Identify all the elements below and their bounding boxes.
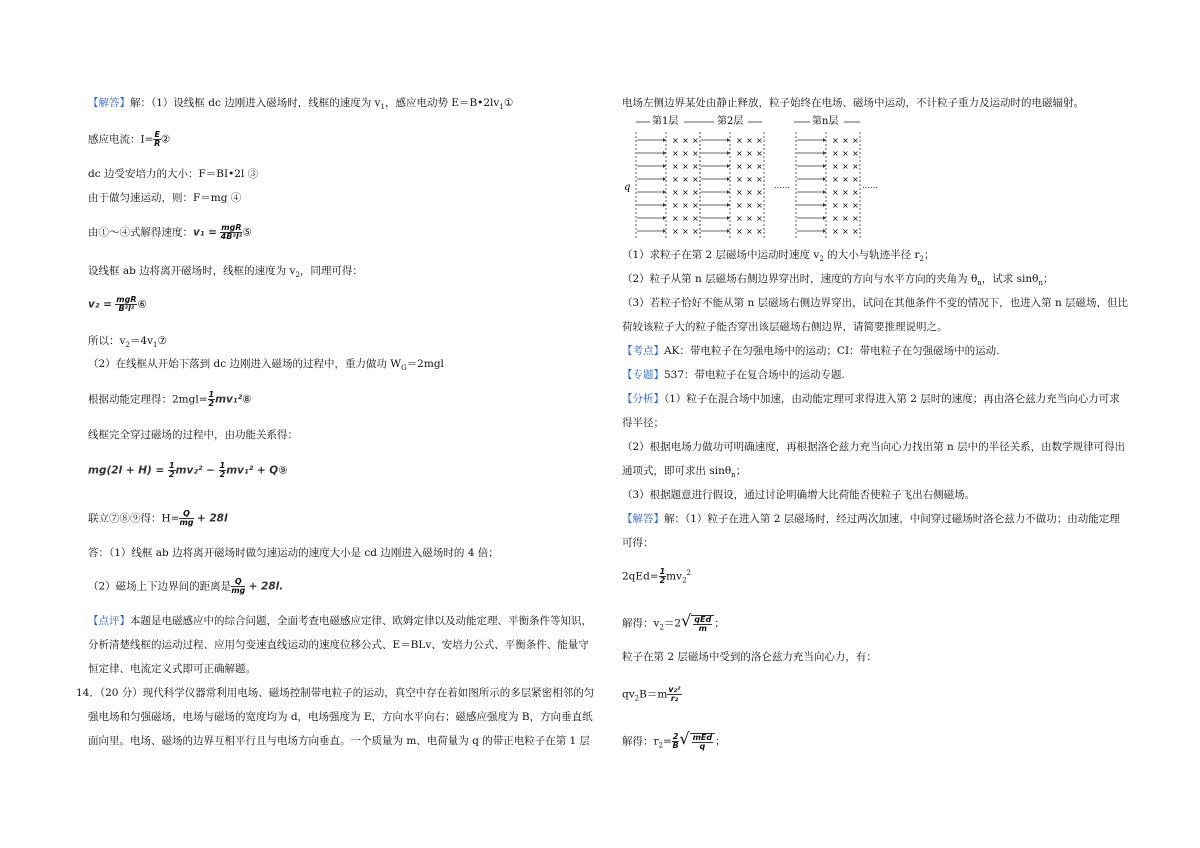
cross-mark: × [842,201,849,210]
layer1-label: 第1层 [652,116,679,127]
fraction: $\frac{1}{2}$ [659,567,666,585]
arrow-head [727,190,730,194]
arrow-head [823,151,826,155]
solution-line: 【考点】AK：带电粒子在匀强电场中的运动；CI：带电粒子在匀强磁场中的运动. [622,345,1000,357]
cross-mark: × [746,136,753,145]
solution-line: 由①～④式解得速度：v₁ = $\frac{\text{mgR}}{\text{4B²l²}}$ ⑤ [88,223,252,241]
layer2-label: 第2层 [717,116,744,127]
arrow-head [823,203,826,207]
cross-mark: × [756,149,763,158]
fraction: $\frac{\text{mgR}}{\text{4B²l²}}$ [220,223,243,241]
cross-mark: × [736,227,743,236]
arrow-head [663,138,666,142]
solution-line: 线框完全穿过磁场的过程中，由功能关系得： [88,429,298,441]
cross-mark: × [756,162,763,171]
solution-line: （2）在线框从开始下落到 dc 边刚进入磁场的过程中，重力做功 $W_G=2mgl$ [88,358,444,373]
ellipsis: …… [862,181,878,190]
solution-line: 粒子在第 2 层磁场中受到的洛仑兹力充当向心力，有： [622,651,877,663]
solution-line: 可得： [622,537,654,549]
arrow-head [823,164,826,168]
layern-label: 第n层 [812,116,839,127]
field-layers [636,132,860,238]
question-line: 强电场和匀强磁场，电场与磁场的宽度均为 d，电场强度为 E，方向水平向右；磁感应强度为 B，方向垂直纸 [88,711,593,723]
cross-mark: × [672,188,679,197]
cross-mark: × [746,188,753,197]
cross-mark: × [736,136,743,145]
cross-mark: × [756,214,763,223]
arrow-head [727,151,730,155]
solution-line: 解得：$r_2=$ $\frac{2}{B}$ √ $\frac{\text{mEd}}{q}$ ； [622,729,726,751]
fraction: $\frac{\text{v₂²}}{\text{r₂}}$ [668,685,681,703]
arrow-head [823,190,826,194]
fraction: $\frac{\text{mgR}}{\text{B²l²}}$ [116,295,137,313]
question-line: （1）求粒子在第 2 层磁场中运动时速度 $v_2$ 的大小与轨迹半径 $r_2$； [622,249,935,264]
solution-line: （2）根据电场力做功可明确速度，再根据洛仑兹力充当向心力找出第 n 层中的半径关系，由数学规律可得出 [622,441,1126,453]
cross-mark: × [672,149,679,158]
cross-mark: × [682,162,689,171]
layers-diagram [622,112,878,242]
cross-mark: × [756,201,763,210]
solution-line: 通项式，即可求出 sinθ$_n$； [622,465,747,480]
fraction: $\frac{1}{2}$ [168,461,175,479]
solution-line: 答：（1）线框 ab 边将离开磁场时做匀速运动的速度大小是 cd 边刚进入磁场时的 4 倍； [88,547,499,559]
solution-line: 得半径； [622,417,664,429]
arrow-head [663,216,666,220]
cross-mark: × [692,149,699,158]
cross-mark: × [852,201,859,210]
solution-line: mg(2l + H) = $\frac{1}{2}$ mv₂² − $\frac{1}{2}$ mv₁² + Q⑨ [88,461,288,479]
solution-line: （2）磁场上下边界间的距离是 $\frac{Q}{mg}$ + 28l. [88,577,284,595]
fraction: $\frac{1}{2}$ [208,390,215,408]
cross-mark: × [672,214,679,223]
arrow-head [663,164,666,168]
cross-mark: × [682,188,689,197]
cross-mark: × [842,175,849,184]
cross-mark: × [832,214,839,223]
question-line: 面向里。电场、磁场的边界互相平行且与电场方向垂直。一个质量为 m、电荷量为 q 的带正电粒子在第 1 层 [88,735,591,747]
cross-mark: × [852,149,859,158]
cross-mark: × [692,227,699,236]
solution-line: 设线框 ab 边将离开磁场时，线框的速度为 $v_2$，同理可得： [88,265,363,280]
square-root: √ $\frac{\text{qEd}}{m}$ [681,614,714,633]
cross-mark: × [682,149,689,158]
cross-mark: × [682,175,689,184]
solution-line: 联立⑦⑧⑨得：H= $\frac{Q}{mg}$ + 28l [88,509,228,527]
ellipsis: …… [774,181,790,190]
cross-mark: × [832,227,839,236]
arrow-head [823,229,826,233]
comment-tag: 【点评】 [88,615,130,627]
solution-line: 所以：$v_2=4v_1⑦$ [88,335,167,350]
arrow-head [727,138,730,142]
cross-mark: × [746,227,753,236]
cross-mark: × [746,149,753,158]
cross-mark: × [736,214,743,223]
solution-line: 根据动能定理得：2mgl= $\frac{1}{2}$ mv₁²⑧ [88,390,252,408]
arrow-head [663,203,666,207]
cross-mark: × [842,136,849,145]
answer-tag: 【解答】 [88,97,130,109]
cross-mark: × [682,227,689,236]
solution-line: 【解答】解：（1）粒子在进入第 2 层磁场时，经过两次加速，中间穿过磁场时洛仑兹力不做功；由动能定理 [622,513,1120,525]
arrow-head [663,177,666,181]
arrow-head [663,229,666,233]
cross-mark: × [672,136,679,145]
question-line: （2）粒子从第 n 层磁场右侧边界穿出时，速度的方向与水平方向的夹角为 $\theta_n$，试求 sinθ$_n$； [622,273,1054,288]
cross-mark: × [746,201,753,210]
topic-tag: 【考点】 [622,345,664,357]
cross-mark: × [746,162,753,171]
arrow-head [727,203,730,207]
solution-line: 感应电流：I= $\frac{E}{R}$ ② [88,130,171,148]
cross-mark: × [842,188,849,197]
fraction: $\frac{Q}{mg}$ [231,577,246,595]
cross-mark: × [756,175,763,184]
fraction: $\frac{2}{B}$ [672,731,679,750]
solution-line: 【专题】537：带电粒子在复合场中的运动专题. [622,369,845,381]
solution-line: 【分析】（1）粒子在混合场中加速，由动能定理可求得进入第 2 层时的速度；再由洛仑兹力充当向心力可求 [622,393,1120,405]
cross-mark: × [672,175,679,184]
cross-mark: × [832,149,839,158]
square-root: √ $\frac{\text{mEd}}{q}$ [679,732,715,751]
cross-mark: × [682,214,689,223]
cross-mark: × [692,214,699,223]
cross-mark: × [756,227,763,236]
cross-mark: × [842,162,849,171]
fraction: $\frac{Q}{mg}$ [179,509,194,527]
question-line: 荷较该粒子大的粒子能否穿出该层磁场右侧边界，请简要推理说明之。 [622,321,948,333]
arrow-head [663,151,666,155]
cross-mark: × [842,214,849,223]
solution-line: 【解答】解：（1）设线框 dc 边刚进入磁场时，线框的速度为 $v_1$，感应电动势 $E=B•2lv_1①$ [88,97,514,112]
cross-mark: × [842,149,849,158]
solution-line: 【点评】本题是电磁感应中的综合问题，全面考查电磁感应定律、欧姆定律以及动能定理、平衡条件等知识， [88,615,592,627]
arrow-head [727,164,730,168]
question-line: （3）若粒子恰好不能从第 n 层磁场右侧边界穿出，试问在其他条件不变的情况下，也进入第 n 层磁场，但比 [622,297,1129,309]
cross-mark: × [736,162,743,171]
cross-mark: × [736,149,743,158]
solution-line: 解得：$v_2=2√$ $\frac{\text{qEd}}{m}$ ； [622,611,725,633]
cross-mark: × [832,201,839,210]
arrow-head [823,138,826,142]
arrow-head [663,190,666,194]
cross-mark: × [692,175,699,184]
cross-mark: × [672,162,679,171]
cross-mark: × [852,214,859,223]
cross-mark: × [692,201,699,210]
cross-mark: × [756,136,763,145]
cross-mark: × [736,175,743,184]
cross-mark: × [832,188,839,197]
special-topic-tag: 【专题】 [622,369,664,381]
arrow-head [823,216,826,220]
cross-mark: × [842,227,849,236]
cross-mark: × [756,188,763,197]
cross-mark: × [832,175,839,184]
cross-mark: × [682,136,689,145]
solution-line: 分析清楚线框的运动过程、应用匀变速直线运动的速度位移公式、E＝BLv、安培力公式、平衡条件、能量守 [88,639,589,651]
cross-mark: × [672,227,679,236]
fraction: $\frac{E}{R}$ [154,130,161,148]
analysis-tag: 【分析】 [622,393,664,405]
arrow-head [727,229,730,233]
cross-mark: × [692,162,699,171]
cross-mark: × [692,188,699,197]
question-line: 电场左侧边界某处由静止释放，粒子始终在电场、磁场中运动，不计粒子重力及运动时的电磁辐射。 [622,97,1084,109]
cross-mark: × [736,188,743,197]
cross-mark: × [682,201,689,210]
cross-mark: × [852,162,859,171]
solution-line: 由于做匀速运动，则：F＝mg ④ [88,192,242,204]
arrow-head [727,216,730,220]
answer-tag: 【解答】 [622,513,664,525]
cross-mark: × [852,175,859,184]
cross-mark: × [746,175,753,184]
solution-line: 2qEd= $\frac{1}{2}$ $mv_2^2$ [622,567,691,585]
question-line: 14．（20 分）现代科学仪器常利用电场、磁场控制带电粒子的运动，真空中存在着如图所示的多层紧密相邻的匀 [76,687,595,699]
solution-line: v₂ = $\frac{\text{mgR}}{\text{B²l²}}$ ⑥ [88,295,147,313]
solution-line: dc 边受安培力的大小：F＝BI•2l ③ [88,168,259,180]
cross-mark: × [672,201,679,210]
solution-line: （3）根据题意进行假设，通过讨论明确增大比荷能否使粒子飞出右侧磁场。 [622,489,976,501]
solution-line: $qv_2B=m$ $\frac{\text{v₂²}}{\text{r₂}}$ [622,685,681,703]
cross-mark: × [832,136,839,145]
charge-label: q [624,182,631,193]
cross-mark: × [852,188,859,197]
cross-mark: × [746,214,753,223]
cross-mark: × [832,162,839,171]
solution-line: 恒定律、电流定义式即可正确解题。 [88,663,256,675]
arrow-head [823,177,826,181]
cross-mark: × [852,136,859,145]
cross-mark: × [692,136,699,145]
arrow-head [727,177,730,181]
cross-mark: × [852,227,859,236]
fraction: $\frac{1}{2}$ [219,461,226,479]
cross-mark: × [736,201,743,210]
